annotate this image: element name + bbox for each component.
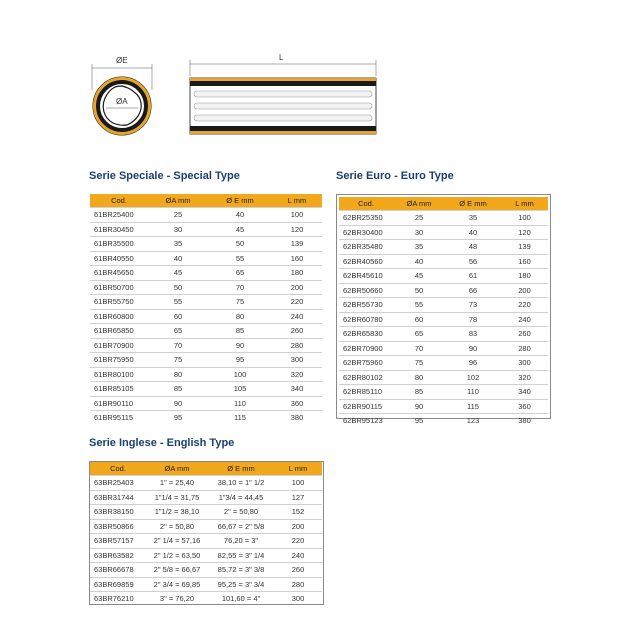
cell-bore: 75 [148,353,208,368]
table-row [90,208,322,223]
table-row [90,563,322,578]
table-row [90,396,322,411]
cell-outer: 85 [208,324,272,339]
cell-length: 260 [272,324,322,339]
cell-bore: 2" 5/8 = 66,67 [146,563,208,578]
side-view-dark-bottom [190,126,376,131]
cell-outer: 102 [445,370,501,385]
cell-length: 380 [272,411,322,425]
table-row [90,266,322,281]
cell-code: 63BR38150 [90,505,146,520]
cell-bore: 25 [148,208,208,223]
cell-length: 360 [501,399,548,414]
cell-code: 62BR80102 [339,370,393,385]
cell-outer: 83 [445,327,501,342]
cell-code: 61BR95115 [90,411,148,425]
side-view-flute-1 [194,91,372,97]
cell-bore: 90 [393,399,445,414]
cell-code: 62BR60780 [339,312,393,327]
cell-code: 61BR65850 [90,324,148,339]
cell-length: 220 [272,295,322,310]
cell-code: 61BR80100 [90,367,148,382]
length-label: L [279,53,284,62]
col-header-bore: ØA mm [148,194,208,208]
table-row [90,505,322,520]
cell-bore: 55 [393,298,445,313]
cell-length: 139 [501,240,548,255]
table-header-row [339,197,548,211]
table-row [339,385,548,400]
english-series-table [90,462,322,606]
cell-code: 61BR55750 [90,295,148,310]
inner-diameter-label: ØA [116,97,128,106]
col-header-code: Cod. [90,462,146,476]
cell-length: 380 [501,414,548,428]
cell-length: 340 [501,385,548,400]
cell-outer: 115 [445,399,501,414]
cell-bore: 1" = 25,40 [146,476,208,491]
cell-code: 63BR76210 [90,592,146,606]
cell-outer: 70 [208,280,272,295]
cell-code: 61BR85105 [90,382,148,397]
cell-length: 300 [274,592,322,606]
cell-outer: 85,72 = 3" 3/8 [208,563,274,578]
table-row [339,298,548,313]
cell-bore: 45 [148,266,208,281]
table-row [90,534,322,549]
cell-code: 61BR40550 [90,251,148,266]
col-header-bore: ØA mm [393,197,445,211]
euro-table-body [339,211,548,428]
cell-code: 62BR50660 [339,283,393,298]
cell-outer: 110 [445,385,501,400]
cell-length: 240 [274,548,322,563]
col-header-outer: Ø E mm [208,462,274,476]
cell-bore: 1"1/4 = 31,75 [146,490,208,505]
table-row [90,251,322,266]
cell-bore: 35 [393,240,445,255]
cell-bore: 50 [148,280,208,295]
euro-series-title: Serie Euro - Euro Type [336,170,454,182]
cell-code: 62BR85110 [339,385,393,400]
cell-length: 360 [272,396,322,411]
cell-outer: 90 [208,338,272,353]
col-header-outer: Ø E mm [445,197,501,211]
cell-length: 300 [272,353,322,368]
cell-bore: 60 [393,312,445,327]
table-row [90,382,322,397]
cell-bore: 65 [148,324,208,339]
cell-bore: 25 [393,211,445,226]
cell-outer: 35 [445,211,501,226]
cell-outer: 123 [445,414,501,428]
cell-length: 180 [501,269,548,284]
outer-diameter-label: ØE [116,56,128,65]
cell-length: 220 [274,534,322,549]
cell-length: 120 [272,222,322,237]
side-view-gold-top [190,78,376,81]
cell-code: 61BR60800 [90,309,148,324]
table-row [339,356,548,371]
cell-bore: 80 [393,370,445,385]
table-row [90,280,322,295]
special-series-title: Serie Speciale - Special Type [89,170,240,182]
cell-bore: 65 [393,327,445,342]
table-header-row [90,194,322,208]
cell-code: 63BR31744 [90,490,146,505]
cell-code: 61BR25400 [90,208,148,223]
cell-code: 63BR25403 [90,476,146,491]
cell-code: 62BR95123 [339,414,393,428]
table-row [339,399,548,414]
side-view-flute-3 [194,115,372,121]
cell-code: 62BR30400 [339,225,393,240]
cell-bore: 90 [148,396,208,411]
table-row [90,411,322,425]
cell-bore: 1"1/2 = 38,10 [146,505,208,520]
cell-code: 62BR75960 [339,356,393,371]
table-row [339,370,548,385]
cell-outer: 1"3/4 = 44,45 [208,490,274,505]
cell-code: 63BR63582 [90,548,146,563]
cell-outer: 55 [208,251,272,266]
cell-outer: 48 [445,240,501,255]
cell-code: 62BR40560 [339,254,393,269]
cell-bore: 85 [393,385,445,400]
table-row [339,312,548,327]
cell-code: 62BR35480 [339,240,393,255]
cell-bore: 45 [393,269,445,284]
cell-bore: 2" 3/4 = 69,85 [146,577,208,592]
cell-length: 260 [274,563,322,578]
cell-length: 300 [501,356,548,371]
cell-bore: 2" 1/2 = 63,50 [146,548,208,563]
cell-outer: 40 [445,225,501,240]
cell-length: 340 [272,382,322,397]
col-header-outer: Ø E mm [208,194,272,208]
cell-length: 100 [272,208,322,223]
cell-length: 100 [274,476,322,491]
table-row [90,476,322,491]
table-row [90,367,322,382]
english-table-body [90,476,322,606]
cell-length: 180 [272,266,322,281]
cell-outer: 115 [208,411,272,425]
cell-outer: 2" = 50,80 [208,505,274,520]
table-row [90,295,322,310]
table-row [90,338,322,353]
col-header-code: Cod. [339,197,393,211]
cell-outer: 95,25 = 3" 3/4 [208,577,274,592]
cell-length: 200 [501,283,548,298]
cell-bore: 70 [393,341,445,356]
table-row [90,592,322,606]
table-row [339,327,548,342]
cell-bore: 30 [393,225,445,240]
cell-length: 100 [501,211,548,226]
cell-length: 240 [501,312,548,327]
table-row [90,237,322,252]
cell-outer: 78 [445,312,501,327]
cell-outer: 38,10 = 1" 1/2 [208,476,274,491]
cell-code: 63BR69859 [90,577,146,592]
euro-series-table [339,197,548,428]
table-row [339,240,548,255]
cell-outer: 100 [208,367,272,382]
cell-bore: 80 [148,367,208,382]
cell-length: 280 [501,341,548,356]
cell-code: 61BR90110 [90,396,148,411]
cell-bore: 30 [148,222,208,237]
cell-outer: 75 [208,295,272,310]
cell-outer: 73 [445,298,501,313]
cell-bore: 3" = 76,20 [146,592,208,606]
cell-length: 120 [501,225,548,240]
table-row [339,225,548,240]
cell-bore: 70 [148,338,208,353]
cell-code: 63BR57157 [90,534,146,549]
table-row [90,519,322,534]
table-row [90,490,322,505]
cell-code: 62BR55730 [339,298,393,313]
cell-bore: 2" = 50,80 [146,519,208,534]
cell-code: 62BR65830 [339,327,393,342]
cell-length: 139 [272,237,322,252]
cell-bore: 50 [393,283,445,298]
cell-length: 160 [272,251,322,266]
cell-outer: 50 [208,237,272,252]
cell-length: 152 [274,505,322,520]
cell-bore: 95 [393,414,445,428]
cell-outer: 101,60 = 4" [208,592,274,606]
cell-code: 61BR45650 [90,266,148,281]
table-row [339,269,548,284]
cell-bore: 60 [148,309,208,324]
cell-outer: 66,67 = 2" 5/8 [208,519,274,534]
table-row [90,353,322,368]
cell-outer: 45 [208,222,272,237]
cell-outer: 80 [208,309,272,324]
col-header-length: L mm [272,194,322,208]
table-row [90,577,322,592]
cell-outer: 96 [445,356,501,371]
side-view-flute-2 [194,103,372,109]
cell-code: 61BR30450 [90,222,148,237]
cell-bore: 75 [393,356,445,371]
table-row [90,548,322,563]
cell-outer: 90 [445,341,501,356]
cell-code: 61BR70900 [90,338,148,353]
cell-length: 320 [501,370,548,385]
col-header-length: L mm [274,462,322,476]
cell-outer: 40 [208,208,272,223]
special-table-body [90,208,322,425]
table-row [339,254,548,269]
cell-bore: 40 [393,254,445,269]
col-header-bore: ØA mm [146,462,208,476]
cell-length: 280 [272,338,322,353]
cell-length: 320 [272,367,322,382]
cell-code: 61BR75950 [90,353,148,368]
cell-code: 62BR25350 [339,211,393,226]
cell-code: 62BR90115 [339,399,393,414]
cell-outer: 56 [445,254,501,269]
cell-length: 240 [272,309,322,324]
table-row [339,341,548,356]
cell-code: 62BR70900 [339,341,393,356]
cell-outer: 95 [208,353,272,368]
cell-code: 63BR66678 [90,563,146,578]
cell-length: 200 [272,280,322,295]
cell-length: 160 [501,254,548,269]
cell-outer: 76,20 = 3" [208,534,274,549]
english-series-title: Serie Inglese - English Type [89,437,235,449]
cell-code: 63BR50866 [90,519,146,534]
cell-outer: 61 [445,269,501,284]
cell-outer: 82,55 = 3" 1/4 [208,548,274,563]
cell-outer: 66 [445,283,501,298]
cell-outer: 105 [208,382,272,397]
cell-length: 220 [501,298,548,313]
cell-outer: 65 [208,266,272,281]
col-header-length: L mm [501,197,548,211]
cell-code: 61BR35500 [90,237,148,252]
cell-code: 61BR50700 [90,280,148,295]
table-row [90,324,322,339]
cell-bore: 40 [148,251,208,266]
side-view-dark-top [190,81,376,86]
cell-bore: 35 [148,237,208,252]
cell-length: 200 [274,519,322,534]
cell-bore: 85 [148,382,208,397]
table-row [90,309,322,324]
cell-length: 280 [274,577,322,592]
cell-length: 260 [501,327,548,342]
bushing-drawing [80,50,380,160]
table-row [90,222,322,237]
cell-bore: 55 [148,295,208,310]
table-row [339,211,548,226]
cell-length: 127 [274,490,322,505]
cell-bore: 2" 1/4 = 57,16 [146,534,208,549]
table-header-row [90,462,322,476]
side-view-gold-bottom [190,131,376,134]
table-row [339,414,548,428]
cell-bore: 95 [148,411,208,425]
col-header-code: Cod. [90,194,148,208]
special-series-table [90,194,322,425]
cell-code: 62BR45610 [339,269,393,284]
table-row [339,283,548,298]
cell-outer: 110 [208,396,272,411]
